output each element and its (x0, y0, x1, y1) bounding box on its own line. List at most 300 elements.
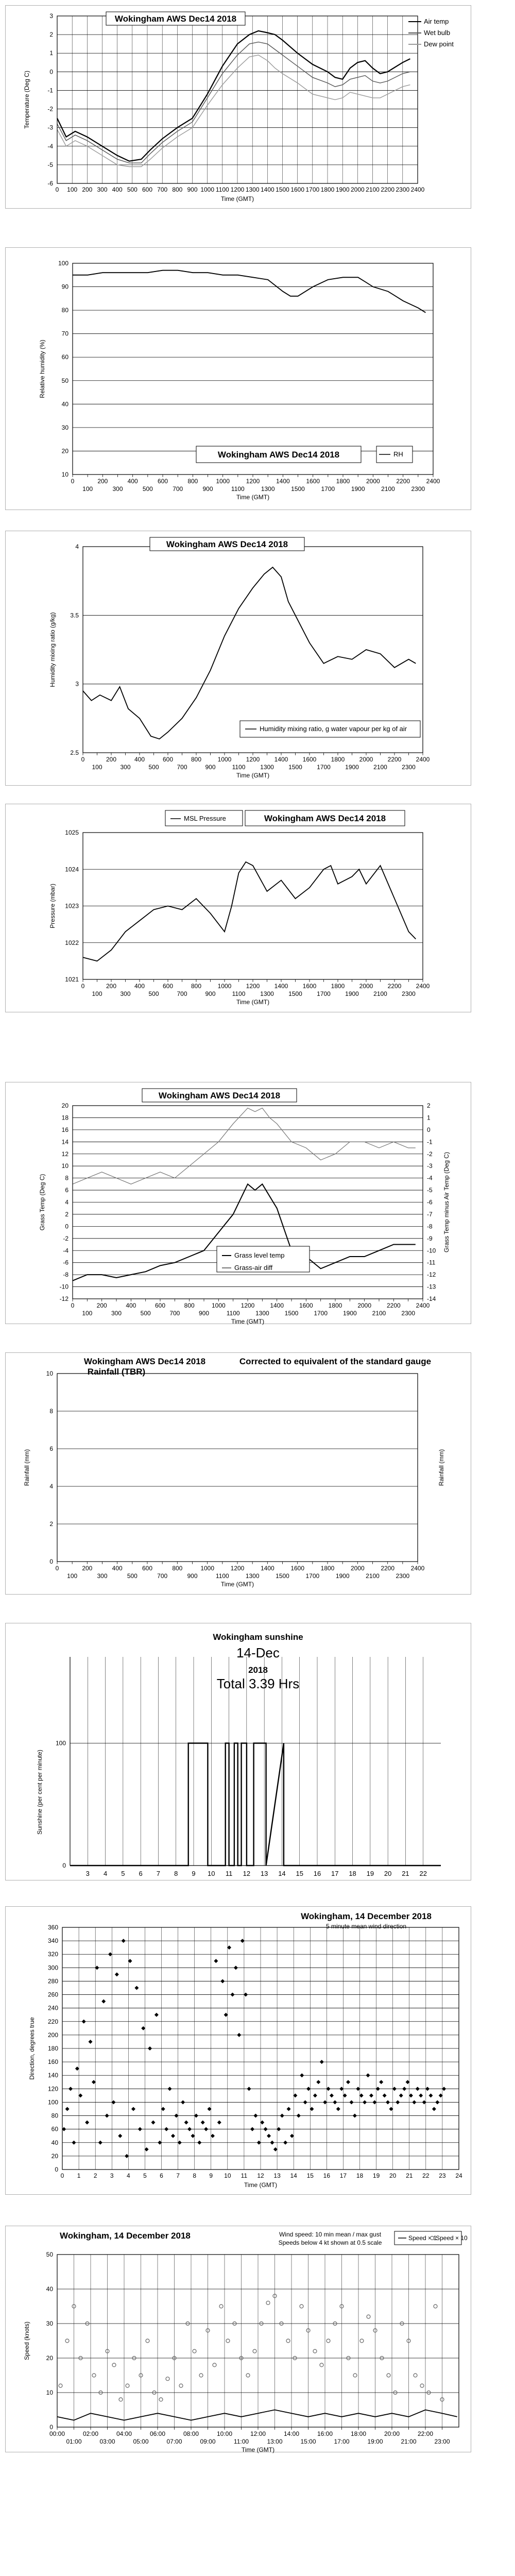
data-point (349, 2100, 353, 2104)
y-tick-label: 12 (61, 1150, 68, 1158)
y-tick-label: 300 (47, 1964, 58, 1972)
x-tick-label: 800 (187, 478, 198, 485)
data-point (409, 2093, 413, 2097)
data-point (366, 2073, 370, 2077)
chart-subtitle: 5 minute mean wind direction (325, 1923, 407, 1930)
x-tick-label: 0 (60, 2172, 64, 2179)
data-point (174, 2114, 178, 2118)
data-point (402, 2087, 406, 2091)
gust-point (420, 2384, 424, 2387)
gust-point (146, 2339, 149, 2343)
gust-point (199, 2374, 203, 2377)
x-tick-label: 500 (127, 186, 138, 193)
x-tick-label: 2200 (381, 186, 395, 193)
x-tick-label: 2100 (366, 186, 380, 193)
gust-point (253, 2349, 256, 2353)
data-point (138, 2127, 142, 2131)
x-tick-label: 0 (71, 1302, 75, 1309)
x-tick-label: 9 (209, 2172, 213, 2179)
x-tick-label: 1400 (260, 1565, 274, 1572)
x-tick-label: 12:00 (250, 2430, 266, 2437)
y-tick-label: -10 (59, 1283, 68, 1291)
data-point (339, 2087, 344, 2091)
data-point (327, 2087, 331, 2091)
data-point (313, 2093, 317, 2097)
data-point (442, 2087, 446, 2091)
x-tick-label: 1000 (217, 982, 232, 990)
legend-entry: Speed × 10 (436, 2234, 468, 2242)
x-tick-label: 2400 (416, 982, 430, 990)
y-tick-label: 3 (75, 680, 79, 688)
legend-entry: Air temp (424, 18, 449, 25)
x-tick-label: 1400 (276, 478, 290, 485)
data-point (89, 2040, 93, 2044)
gust-point (179, 2384, 183, 2387)
temperature-chart-panel (5, 5, 471, 209)
grass-chart-panel (5, 1082, 471, 1324)
x-tick-label: 200 (96, 1302, 107, 1309)
y-tick-label-right: -9 (427, 1234, 433, 1242)
data-point (389, 2107, 393, 2111)
x-tick-label: 21 (402, 1870, 409, 1877)
x-tick-label: 1300 (260, 990, 274, 997)
data-point (125, 2154, 129, 2158)
data-point (65, 2107, 70, 2111)
x-tick-label: 500 (127, 1572, 138, 1580)
gust-point (367, 2315, 370, 2318)
x-tick-label: 10:00 (216, 2430, 233, 2437)
series-line-rh (73, 270, 425, 313)
x-tick-label: 7 (176, 2172, 180, 2179)
x-tick-label: 1600 (290, 1565, 305, 1572)
x-tick-label: 1200 (241, 1302, 255, 1309)
data-point (95, 1965, 99, 1970)
x-tick-label: 16 (323, 2172, 331, 2179)
x-tick-label: 22:00 (417, 2430, 434, 2437)
legend-entry: Dew point (424, 40, 454, 48)
data-point (425, 2087, 430, 2091)
gust-point (300, 2304, 303, 2308)
x-tick-label: 2000 (359, 982, 373, 990)
data-point (306, 2087, 311, 2091)
data-point (310, 2107, 314, 2111)
legend-entry: Wet bulb (424, 29, 451, 37)
x-tick-label: 14:00 (283, 2430, 300, 2437)
data-point (287, 2107, 291, 2111)
data-point (204, 2127, 208, 2131)
x-tick-label: 22 (422, 2172, 430, 2179)
gust-point (112, 2363, 116, 2367)
x-tick-label: 0 (55, 186, 59, 193)
y-tick-label: 60 (61, 353, 68, 361)
series-line-air-temp (57, 31, 410, 161)
data-point (128, 1959, 132, 1963)
data-point (257, 2141, 261, 2145)
data-point (234, 1965, 238, 1970)
temperature-chart (6, 6, 472, 209)
x-tick-label: 1300 (245, 1572, 260, 1580)
data-point (148, 2046, 152, 2050)
x-tick-label: 1200 (230, 186, 245, 193)
y-tick-label: 200 (47, 2031, 58, 2039)
y-tick-label: -12 (59, 1295, 68, 1302)
data-point (267, 2134, 271, 2138)
y-tick-label: 60 (51, 2125, 58, 2133)
y-tick-label: 40 (61, 400, 68, 408)
x-tick-label: 12 (243, 1870, 251, 1877)
x-tick-label: 1600 (306, 478, 320, 485)
data-point (264, 2127, 268, 2131)
x-tick-label: 2300 (396, 186, 410, 193)
x-tick-label: 400 (126, 1302, 136, 1309)
x-tick-label: 400 (127, 478, 138, 485)
x-tick-label: 05:00 (133, 2438, 149, 2445)
x-axis-label: Time (GMT) (236, 998, 270, 1006)
y-tick-label: 10 (46, 1370, 53, 1377)
x-tick-label: 800 (172, 186, 183, 193)
y-tick-label: 10 (61, 471, 68, 478)
x-tick-label: 1700 (317, 990, 331, 997)
data-point (396, 2100, 400, 2104)
x-tick-label: 2400 (410, 186, 425, 193)
x-tick-label: 2100 (366, 1572, 380, 1580)
x-tick-label: 2100 (372, 1310, 386, 1317)
data-point (101, 1999, 106, 2004)
gust-point (360, 2339, 364, 2343)
x-tick-label: 200 (97, 478, 108, 485)
y-tick-label: 8 (65, 1174, 68, 1182)
x-tick-label: 100 (67, 1572, 78, 1580)
x-tick-label: 1100 (232, 990, 246, 997)
sunshine-chart (6, 1623, 472, 1881)
y-tick-label: 6 (49, 1445, 53, 1452)
data-point (283, 2141, 287, 2145)
pressure-chart (6, 804, 472, 1013)
x-tick-label: 03:00 (99, 2438, 115, 2445)
x-tick-label: 500 (140, 1310, 151, 1317)
y-tick-label: 180 (47, 2045, 58, 2052)
gust-point (327, 2339, 330, 2343)
x-tick-label: 800 (184, 1302, 195, 1309)
chart-title: Wokingham AWS Dec14 2018 (83, 1357, 206, 1366)
gust-point (65, 2339, 69, 2343)
x-tick-label: 08:00 (183, 2430, 199, 2437)
data-point (194, 2114, 198, 2118)
x-tick-label: 18 (356, 2172, 364, 2179)
y-tick-label: 70 (61, 330, 68, 337)
x-tick-label: 500 (142, 485, 153, 493)
y-tick-label: 4 (65, 1198, 68, 1206)
x-tick-label: 600 (157, 478, 168, 485)
x-tick-label: 1300 (245, 186, 260, 193)
data-point (75, 2066, 79, 2071)
data-point (92, 2080, 96, 2084)
x-tick-label: 200 (82, 1565, 93, 1572)
data-point (428, 2093, 433, 2097)
data-point (105, 2114, 109, 2118)
y-tick-label: 0 (49, 68, 53, 76)
gust-point (246, 2374, 250, 2377)
gust-point (219, 2304, 223, 2308)
x-tick-label: 4 (103, 1870, 108, 1877)
x-tick-label: 2300 (402, 990, 416, 997)
gust-point (434, 2304, 437, 2308)
grass-chart (6, 1082, 472, 1325)
y-tick-label: 4 (49, 1483, 53, 1490)
x-tick-label: 1500 (288, 990, 302, 997)
y-tick-label: -6 (47, 180, 53, 187)
data-point (141, 2026, 145, 2030)
data-point (253, 2114, 258, 2118)
data-point (260, 2121, 264, 2125)
data-point (197, 2141, 201, 2145)
data-point (122, 1939, 126, 1943)
x-tick-label: 400 (112, 1565, 123, 1572)
data-point (161, 2107, 165, 2111)
y-tick-label-right: 1 (427, 1114, 431, 1122)
x-tick-label: 0 (71, 478, 75, 485)
y-tick-label-right: -11 (427, 1259, 436, 1266)
gust-point (313, 2349, 317, 2353)
chart-note-1: Wind speed: 10 min mean / max gust (279, 2231, 382, 2238)
y-tick-label: 6 (65, 1187, 68, 1194)
x-tick-label: 12 (257, 2172, 264, 2179)
chart-date: 14-Dec (236, 1645, 280, 1660)
y-tick-label-right: -8 (427, 1223, 433, 1230)
gust-point (59, 2384, 62, 2387)
data-point (270, 2141, 274, 2145)
x-tick-label: 2400 (416, 756, 430, 763)
x-tick-label: 1600 (299, 1302, 313, 1309)
y-tick-label: 1021 (65, 976, 79, 983)
series-line-grass-air-diff (73, 1108, 416, 1184)
y-tick-label-right: 0 (427, 1126, 431, 1133)
x-tick-label: 100 (92, 990, 102, 997)
x-tick-label: 00:00 (49, 2430, 65, 2437)
x-tick-label: 1500 (276, 186, 289, 193)
y-tick-label: 100 (58, 260, 68, 267)
x-tick-label: 2100 (381, 485, 395, 493)
y-axis-label: Rainfall (mm) (23, 1449, 30, 1486)
y-tick-label: -8 (63, 1271, 68, 1279)
x-tick-label: 500 (148, 990, 159, 997)
series-line-sunshine (70, 1743, 441, 1866)
x-tick-label: 9 (192, 1870, 196, 1877)
data-point (422, 2100, 426, 2104)
y-tick-label: -1 (47, 87, 53, 94)
x-tick-label: 7 (156, 1870, 161, 1877)
x-tick-label: 14 (290, 2172, 297, 2179)
x-tick-label: 1300 (260, 764, 274, 771)
x-tick-label: 2300 (402, 764, 416, 771)
data-point (300, 2073, 304, 2077)
x-tick-label: 22 (419, 1870, 427, 1877)
x-tick-label: 2000 (359, 756, 373, 763)
x-tick-label: 1100 (226, 1310, 240, 1317)
x-tick-label: 1100 (215, 186, 229, 193)
data-point (356, 2087, 360, 2091)
data-point (273, 2147, 278, 2151)
x-tick-label: 1900 (345, 764, 359, 771)
x-tick-label: 900 (205, 990, 216, 997)
y-tick-label: 50 (46, 2251, 53, 2258)
y-axis-label: Pressure (mbar) (49, 884, 56, 928)
y-tick-label-right: -2 (427, 1150, 433, 1158)
x-tick-label: 19 (372, 2172, 380, 2179)
x-tick-label: 1800 (336, 478, 350, 485)
x-tick-label: 1900 (345, 990, 359, 997)
data-point (343, 2093, 347, 2097)
y-tick-label: 10 (61, 1162, 68, 1170)
x-tick-label: 23:00 (434, 2438, 450, 2445)
data-point (359, 2093, 364, 2097)
y-tick-label: 2 (49, 31, 53, 39)
x-tick-label: 1600 (302, 982, 317, 990)
x-tick-label: 2400 (410, 1565, 425, 1572)
wind-direction-chart-panel (5, 1906, 471, 2195)
data-point (244, 1993, 248, 1997)
x-tick-label: 1200 (246, 982, 260, 990)
x-tick-label: 06:00 (149, 2430, 166, 2437)
x-tick-label: 400 (134, 982, 145, 990)
x-tick-label: 0 (81, 756, 85, 763)
data-point (115, 1972, 119, 1976)
x-tick-label: 2 (93, 2172, 97, 2179)
x-tick-label: 20 (384, 1870, 392, 1877)
legend-entry: Grass level temp (234, 1251, 285, 1259)
x-tick-label: 1000 (217, 756, 232, 763)
x-tick-label: 1900 (335, 186, 350, 193)
y-tick-label: 30 (46, 2320, 53, 2327)
y-tick-label: 2 (65, 1210, 68, 1218)
gust-point (226, 2339, 230, 2343)
data-point (158, 2141, 162, 2145)
x-tick-label: 6 (139, 1870, 143, 1877)
x-tick-label: 3 (85, 1870, 90, 1877)
y-tick-label: 50 (61, 377, 68, 384)
x-axis-label: Time (GMT) (236, 772, 270, 779)
y-tick-label: 100 (47, 2098, 58, 2106)
y-tick-label-right: -4 (427, 1174, 433, 1182)
rainfall-chart-panel (5, 1352, 471, 1595)
data-point (297, 2114, 301, 2118)
y-tick-label: 20 (61, 1102, 68, 1109)
x-tick-label: 100 (92, 764, 102, 771)
y-tick-label: 1 (49, 49, 53, 57)
x-tick-label: 600 (142, 186, 153, 193)
x-tick-label: 2000 (350, 1565, 365, 1572)
y-tick-label-right: -7 (427, 1210, 433, 1218)
x-tick-label: 1500 (291, 485, 305, 493)
x-tick-label: 600 (162, 982, 174, 990)
x-tick-label: 14 (278, 1870, 286, 1877)
gust-point (193, 2349, 196, 2353)
x-tick-label: 0 (81, 982, 85, 990)
x-tick-label: 2200 (396, 478, 410, 485)
chart-subtitle: Rainfall (TBR) (87, 1367, 146, 1377)
x-tick-label: 1800 (328, 1302, 342, 1309)
x-tick-label: 900 (202, 485, 213, 493)
data-point (330, 2093, 334, 2097)
wind-speed-chart-panel (5, 2226, 471, 2452)
data-point (439, 2093, 443, 2097)
y-tick-label: 340 (47, 1937, 58, 1945)
x-tick-label: 300 (112, 485, 123, 493)
x-tick-label: 20 (389, 2172, 397, 2179)
y-tick-label: 18 (61, 1114, 68, 1122)
plot-frame (73, 263, 433, 474)
x-tick-label: 100 (67, 186, 78, 193)
data-point (98, 2141, 102, 2145)
chart-total: Total 3.39 Hrs (216, 1676, 300, 1691)
x-tick-label: 100 (82, 485, 93, 493)
y-tick-label: -4 (47, 142, 53, 150)
x-tick-label: 21 (406, 2172, 413, 2179)
x-tick-label: 23 (439, 2172, 446, 2179)
y-tick-label: 280 (47, 1977, 58, 1985)
x-axis-label: Time (GMT) (220, 1581, 254, 1588)
series-line-mixing-ratio (83, 567, 416, 739)
data-point (131, 2107, 135, 2111)
y-tick-label: 320 (47, 1951, 58, 1958)
x-tick-label: 15:00 (300, 2438, 316, 2445)
y-axis-label: Humidity mixing ratio (g/kg) (49, 612, 56, 687)
data-point (250, 2127, 254, 2131)
y-axis-label: Temperature (Deg C) (23, 71, 30, 129)
x-axis-label: Time (GMT) (236, 494, 270, 501)
x-tick-label: 800 (191, 982, 202, 990)
x-tick-label: 1400 (270, 1302, 284, 1309)
y-tick-label-right: -10 (427, 1247, 436, 1255)
data-point (336, 2107, 340, 2111)
data-point (154, 2013, 159, 2017)
data-point (353, 2114, 357, 2118)
y-tick-label: -3 (47, 124, 53, 131)
chart-year: 2018 (248, 1665, 268, 1675)
data-point (376, 2087, 380, 2091)
x-tick-label: 1400 (274, 756, 288, 763)
data-point (164, 2127, 168, 2131)
data-point (372, 2100, 376, 2104)
x-tick-label: 1700 (305, 1572, 320, 1580)
data-point (187, 2127, 192, 2131)
y-tick-label: 3 (49, 12, 53, 20)
x-tick-label: 2000 (357, 1302, 372, 1309)
y-tick-label: -2 (63, 1234, 68, 1242)
x-tick-label: 1600 (302, 756, 317, 763)
y-tick-label: 120 (47, 2085, 58, 2093)
x-axis-label: Time (GMT) (241, 2446, 275, 2453)
x-tick-label: 07:00 (166, 2438, 182, 2445)
x-tick-label: 6 (160, 2172, 163, 2179)
x-tick-label: 1100 (231, 485, 245, 493)
y-tick-label: -6 (63, 1259, 68, 1266)
x-tick-label: 10 (224, 2172, 231, 2179)
data-point (184, 2121, 188, 2125)
x-tick-label: 1700 (314, 1310, 328, 1317)
data-point (333, 2100, 337, 2104)
x-tick-label: 1000 (211, 1302, 226, 1309)
data-point (178, 2141, 182, 2145)
y-tick-label: 14 (61, 1138, 68, 1146)
x-tick-label: 1100 (232, 764, 246, 771)
y-tick-label: 20 (46, 2354, 53, 2362)
x-tick-label: 900 (198, 1310, 210, 1317)
chart-annotation: Corrected to equivalent of the standard gauge (239, 1357, 432, 1366)
x-tick-label: 11:00 (233, 2438, 249, 2445)
data-point (68, 2087, 73, 2091)
data-point (118, 2134, 122, 2138)
